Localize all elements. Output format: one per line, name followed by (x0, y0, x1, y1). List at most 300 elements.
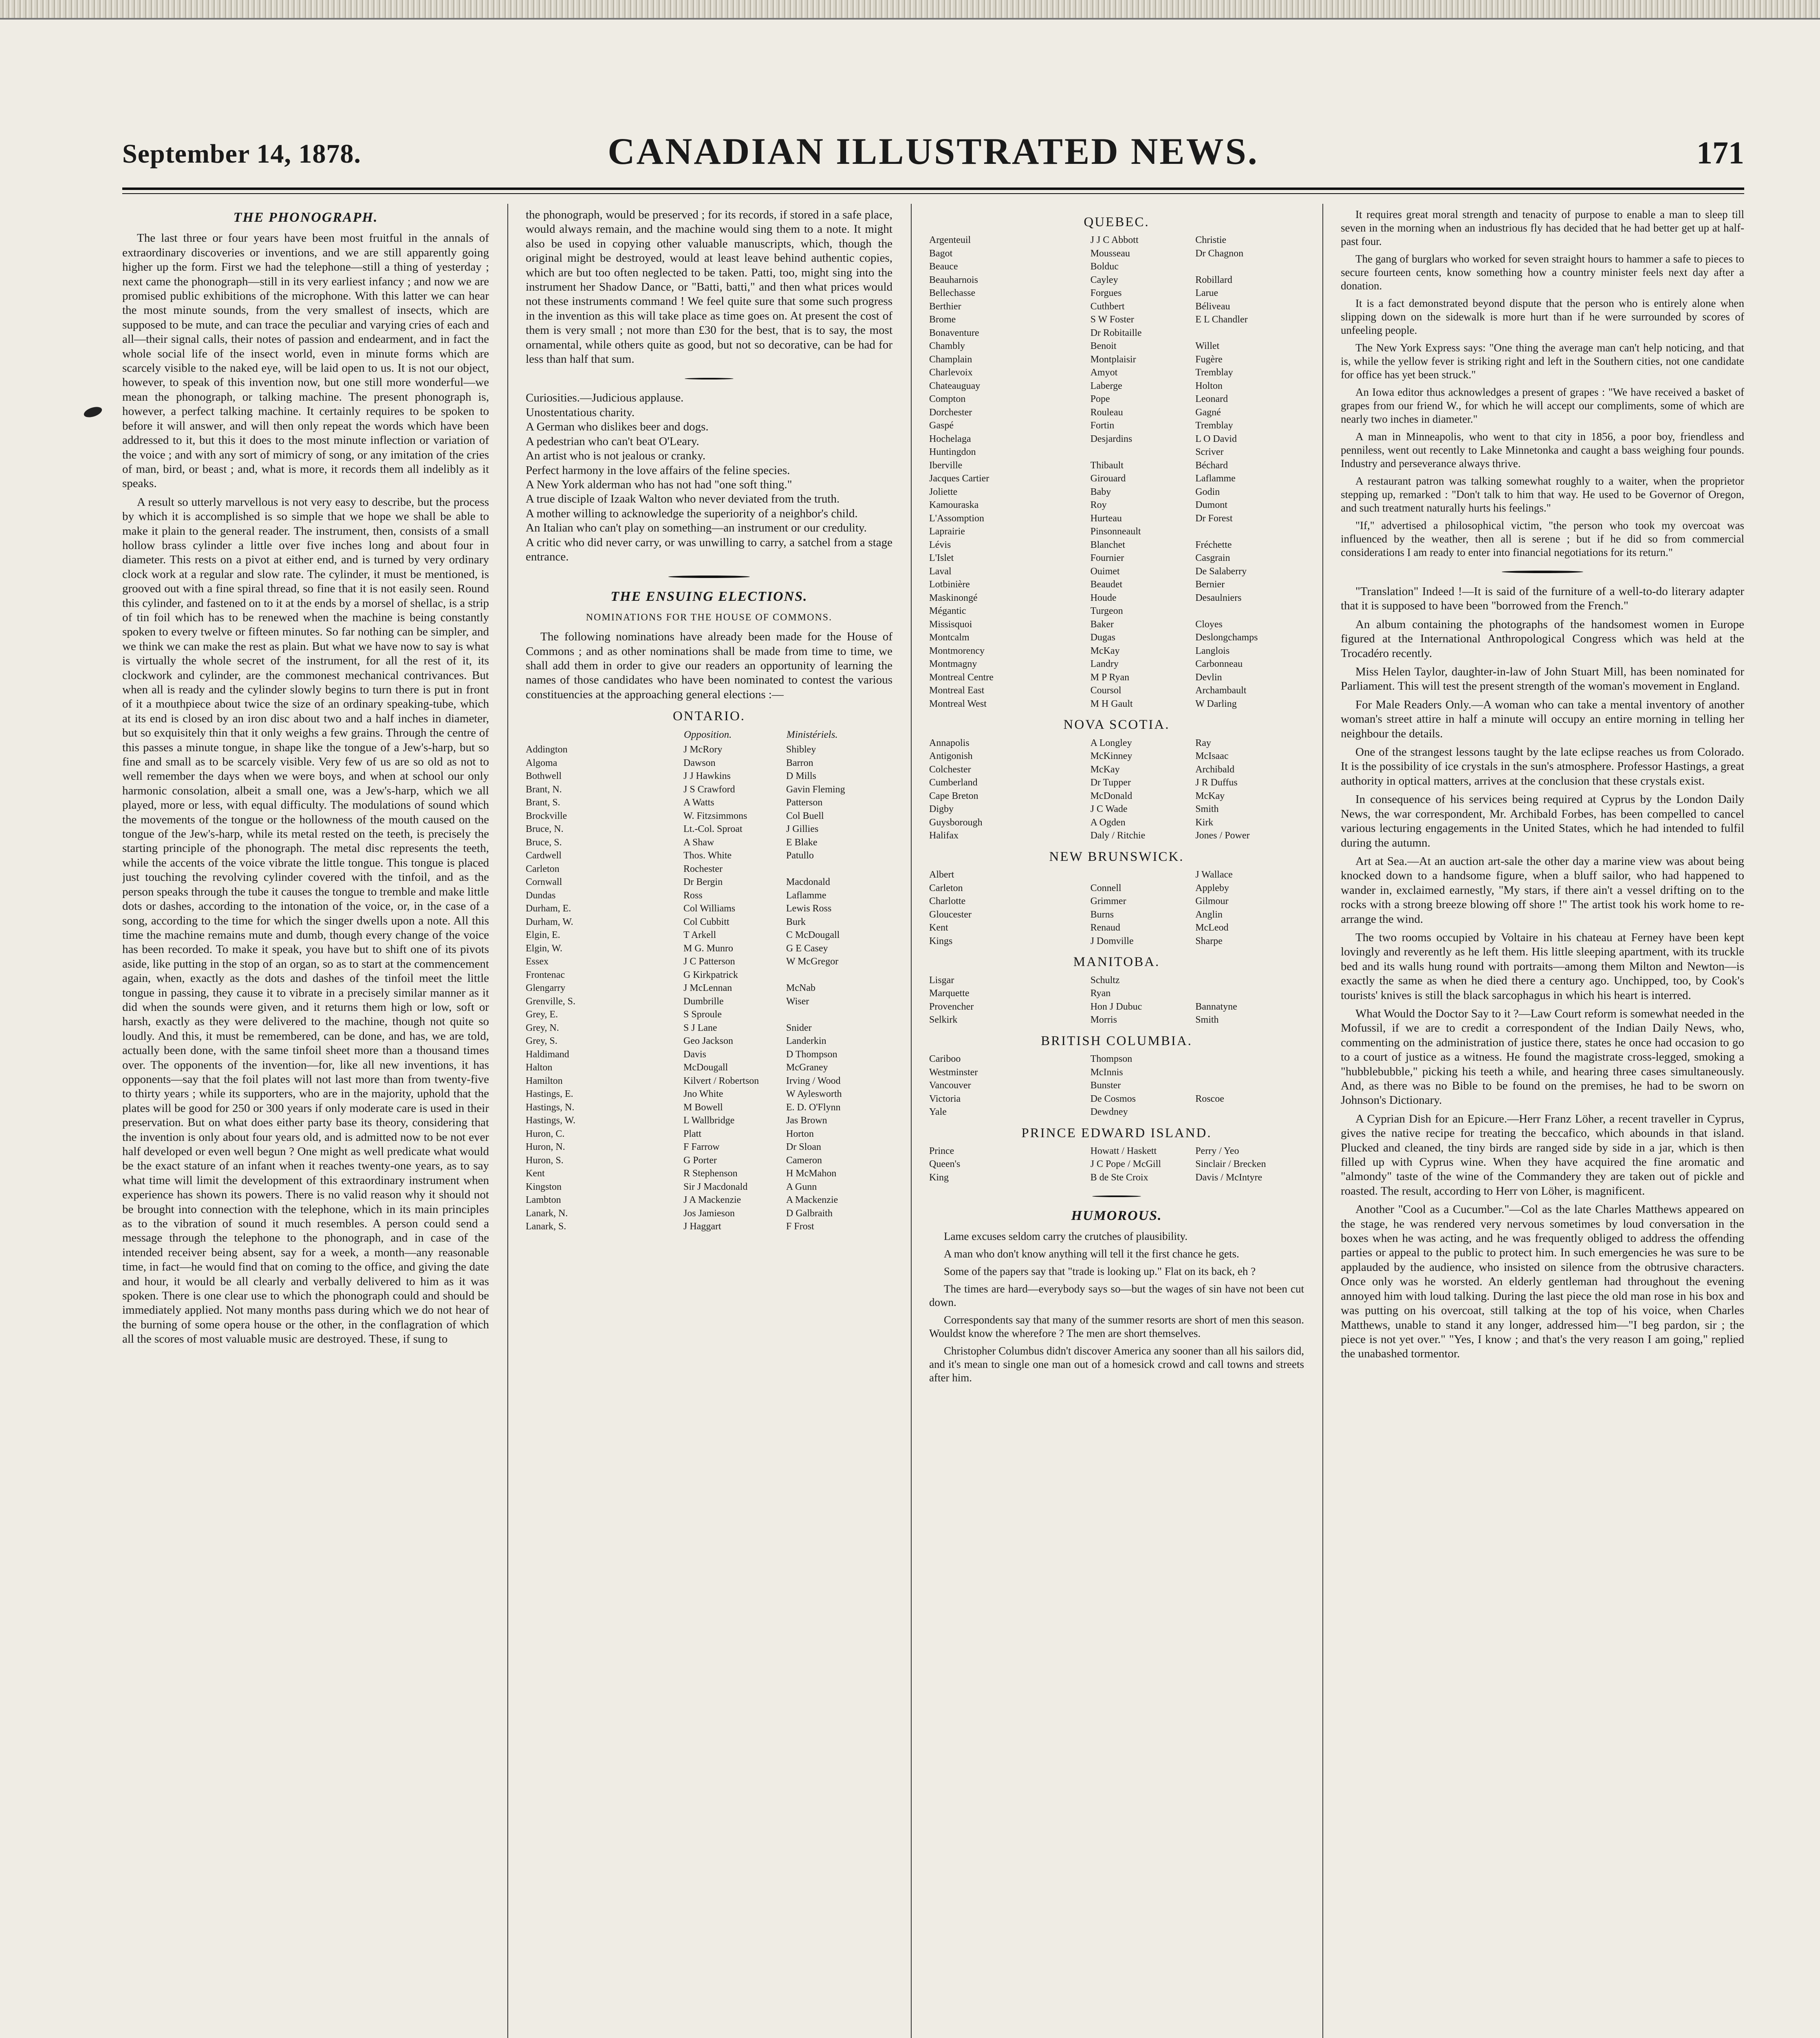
province-heading-ontario: ONTARIO. (672, 709, 746, 724)
curiosity-line: A pedestrian who can't beat O'Leary. (526, 435, 699, 448)
nomination-row (929, 1052, 1304, 1066)
district-cell: Vancouver (929, 1080, 971, 1091)
ministerial-cell: A Gunn (786, 1181, 817, 1192)
page-top-edge-line (0, 18, 1820, 20)
opposition-cell: Mousseau (1090, 248, 1130, 259)
district-cell: Champlain (929, 354, 972, 365)
ministerial-cell (1195, 1105, 1304, 1119)
ministerial-cell: Wiser (786, 996, 809, 1007)
nomination-row (929, 908, 1304, 922)
district-cell: Lanark, S. (526, 1221, 566, 1232)
district-cell: Digby (929, 804, 954, 815)
opposition-cell: McKay (1090, 645, 1120, 656)
district-cell: Haldimand (526, 1049, 569, 1060)
ministerial-cell: Holton (1195, 380, 1223, 391)
nomination-row (929, 472, 1304, 485)
district-cell: Carleton (929, 882, 963, 893)
nomination-row (929, 974, 1304, 987)
ministerial-cell: Casgrain (1195, 553, 1230, 564)
ministerial-cell (1195, 1052, 1304, 1066)
opposition-cell: Lt.-Col. Sproat (683, 824, 743, 835)
district-cell: Grey, S. (526, 1036, 557, 1047)
opposition-cell: Rochester (683, 863, 723, 874)
column-2 (526, 208, 892, 2038)
ministerial-cell: J Wallace (1195, 869, 1233, 880)
opposition-cell: Girouard (1090, 473, 1126, 484)
column-separator (507, 204, 508, 2038)
ministerial-cell: Fugère (1195, 354, 1223, 365)
district-cell: Montreal West (929, 698, 987, 709)
district-cell: Colchester (929, 764, 971, 775)
opposition-cell: G Kirkpatrick (683, 969, 738, 980)
district-cell: Provencher (929, 1001, 974, 1012)
opposition-cell: Fortin (1090, 420, 1115, 431)
news-item: A Cyprian Dish for an Epicure.—Herr Franz Löher, a recent traveller in Cyprus, gives the native recipe for treating the beccafico, which abounds in that island. Plucked and cleaned, the tiny birds are ranged side by side in a jar, which is then filled up with Cyprus wine. When they have acquired the fine aromatic and "almondy" taste of the wine of the Commandery they are taken out of pickle and roasted. The result, according to Herr von Löher, is magnificent. (1341, 1112, 1744, 1198)
district-cell: Missisquoi (929, 619, 972, 630)
section-divider (685, 378, 734, 379)
district-cell: Brant, S. (526, 797, 560, 808)
nomination-row (929, 591, 1304, 605)
ministerial-cell: Carbonneau (1195, 659, 1243, 670)
ministerial-cell (1195, 974, 1304, 987)
ministerial-cell: Dr Sloan (786, 1142, 821, 1153)
opposition-cell: A Watts (683, 797, 714, 808)
nomination-row (929, 1013, 1304, 1027)
ministerial-cell (786, 968, 892, 982)
nomination-row (526, 915, 892, 929)
district-cell: Huntingdon (929, 447, 976, 458)
nomination-row (929, 538, 1304, 552)
issue-date: September 14, 1878. (122, 139, 361, 169)
opposition-cell: R Stephenson (683, 1168, 738, 1179)
ministerial-cell: Deslongchamps (1195, 632, 1258, 643)
opposition-cell: G Porter (683, 1155, 717, 1166)
district-cell: L'Islet (929, 553, 954, 564)
district-cell: Kings (929, 935, 953, 946)
nomination-row (929, 300, 1304, 313)
nomination-row (526, 889, 892, 902)
humorous-heading: HUMOROUS. (1071, 1208, 1162, 1224)
district-cell: Brant, N. (526, 784, 562, 795)
col-district (526, 728, 683, 743)
ministerial-cell: Laflamme (1195, 473, 1236, 484)
ministerial-cell: Irving / Wood (786, 1075, 841, 1086)
ink-mark (83, 405, 104, 419)
curiosity-line: Unostentatious charity. (526, 406, 635, 419)
opposition-cell: McKay (1090, 764, 1120, 775)
opposition-cell: Sir J Macdonald (683, 1181, 748, 1192)
nomination-row (526, 1114, 892, 1127)
nomination-row (929, 432, 1304, 446)
opposition-cell: J McLennan (683, 983, 732, 994)
news-item: In consequence of his services being required at Cyprus by the London Daily News, the war correspondent, Mr. Archibald Forbes, has been compelled to cancel various lecturing engagements in the United States, which he had intended to fulfil during the autumn. (1341, 793, 1744, 849)
curiosity-line: A true disciple of Izaak Walton who never deviated from the truth. (526, 492, 840, 506)
district-cell: Bagot (929, 248, 953, 259)
opposition-cell: Turgeon (1090, 606, 1123, 617)
district-cell: Yale (929, 1107, 947, 1118)
nomination-row (526, 1154, 892, 1167)
nomination-row (526, 823, 892, 836)
section-divider (1092, 1195, 1141, 1197)
news-item: One of the strangest lessons taught by the late eclipse reaches us from Colorado. It is the possibility of ice crystals in the sun's atmosphere. Professor Hastings, a great authority in optical matters, arrives at the conclusion that these crystals exist. (1341, 746, 1744, 787)
curiosity-line: A New York alderman who has not had "one soft thing." (526, 478, 792, 491)
opposition-cell: S J Lane (683, 1022, 717, 1033)
ministerial-cell: Barron (786, 757, 813, 768)
district-cell: Montmorency (929, 645, 985, 656)
nomination-row (929, 921, 1304, 935)
nominations-table-pei (929, 1145, 1304, 1184)
news-item: Miss Helen Taylor, daughter-in-law of John Stuart Mill, has been nominated for Parliament. This will test the present strength of the woman's movement in England. (1341, 665, 1744, 693)
opposition-cell: J C Wade (1090, 804, 1128, 815)
nomination-row (929, 816, 1304, 829)
nomination-row (929, 446, 1304, 459)
district-cell: Iberville (929, 460, 963, 471)
elections-intro: The following nominations have already been made for the House of Commons ; and as other nominations shall be made from time to time, we shall add them in order to give our readers an opportunity of learning the names of those candidates who have been nominated to contest the various constituencies at the approaching general elections :— (526, 630, 892, 701)
province-heading-quebec: QUEBEC. (1084, 215, 1150, 229)
news-item: "If," advertised a philosophical victim, "the person who took my overcoat was influenced by the weather, then all is serene ; but if he did so from commercial considerations I am ready to enter into financial negotiations for its return." (1341, 519, 1744, 558)
nomination-row (929, 750, 1304, 763)
district-cell: Bruce, S. (526, 837, 562, 848)
ministerial-cell: Davis / McIntyre (1195, 1172, 1263, 1183)
elections-subheading: NOMINATIONS FOR THE HOUSE OF COMMONS. (586, 612, 833, 623)
nomination-row (929, 326, 1304, 340)
district-cell: Kent (526, 1168, 545, 1179)
ministerial-cell: A Mackenzie (786, 1195, 838, 1206)
district-cell: Montmagny (929, 659, 977, 670)
opposition-cell: Morris (1090, 1015, 1117, 1026)
district-cell: Hastings, N. (526, 1102, 575, 1113)
nomination-row (929, 551, 1304, 565)
newspaper-title: CANADIAN ILLUSTRATED NEWS. (608, 130, 1259, 172)
ministerial-cell: Dr Forest (1195, 513, 1233, 524)
district-cell: Carleton (526, 863, 560, 874)
district-cell: Addington (526, 744, 568, 755)
news-item: Art at Sea.—At an auction art-sale the other day a marine view was about being knocked down to a handsome figure, when a bluff sailor, who had happened to wander in, exclaimed earnestly, "My stars, if there ain't a vessel drifting on to the rocks with a strong breeze blowing off shore !" The artist took his work home to re-arrange the wind. (1341, 854, 1744, 926)
opposition-cell: Dewdney (1090, 1107, 1128, 1118)
district-cell: Durham, E. (526, 903, 571, 914)
ministerial-cell: Roscoe (1195, 1093, 1224, 1104)
ministerial-cell: Perry / Yeo (1195, 1145, 1239, 1156)
nomination-row (526, 876, 892, 889)
opposition-cell: Hurteau (1090, 513, 1122, 524)
column-4 (1341, 208, 1744, 2038)
district-cell: Cumberland (929, 777, 978, 788)
district-cell: Albert (929, 869, 954, 880)
nomination-row (929, 604, 1304, 618)
opposition-cell: Dr Tupper (1090, 777, 1131, 788)
ministerial-cell (1195, 604, 1304, 618)
ministerial-cell: Patterson (786, 797, 823, 808)
opposition-cell: Ryan (1090, 988, 1111, 999)
district-cell: Prince (929, 1145, 954, 1156)
ministerial-cell: J R Duffus (1195, 777, 1238, 788)
ministerial-cell: E L Chandler (1195, 314, 1248, 325)
ministerial-cell: Burk (786, 916, 806, 927)
nomination-row (526, 942, 892, 955)
humorous-item: Lame excuses seldom carry the crutches of plausibility. (944, 1230, 1188, 1242)
nomination-row (929, 366, 1304, 379)
nomination-row (929, 803, 1304, 816)
opposition-cell: Landry (1090, 659, 1119, 670)
district-cell: Annapolis (929, 737, 969, 748)
ministerial-cell: Gavin Fleming (786, 784, 845, 795)
district-cell: Algoma (526, 757, 557, 768)
nomination-row (526, 796, 892, 809)
district-cell: Grenville, S. (526, 996, 575, 1007)
district-cell: Compton (929, 394, 966, 405)
district-cell: Lanark, N. (526, 1208, 568, 1219)
district-cell: Jacques Cartier (929, 473, 989, 484)
opposition-cell: Burns (1090, 909, 1114, 920)
ministerial-cell: Bernier (1195, 579, 1225, 590)
nomination-row (929, 379, 1304, 393)
nomination-row (929, 393, 1304, 406)
nomination-row (929, 737, 1304, 750)
ministerial-cell: D Mills (786, 771, 817, 782)
ministerial-cell: Laflamme (786, 890, 826, 901)
nomination-row (929, 1105, 1304, 1119)
opposition-cell: J C Patterson (683, 956, 735, 967)
opposition-cell: J S Crawford (683, 784, 735, 795)
opposition-cell: M P Ryan (1090, 672, 1130, 683)
nomination-row (929, 763, 1304, 776)
district-cell: Marquette (929, 988, 969, 999)
nomination-row (929, 684, 1304, 697)
opposition-cell: Ouimet (1090, 566, 1120, 577)
opposition-cell: J J Hawkins (683, 771, 731, 782)
page-top-edge (0, 0, 1820, 18)
nomination-row (929, 512, 1304, 525)
opposition-cell: Pope (1090, 394, 1110, 405)
opposition-cell: McDonald (1090, 790, 1133, 801)
ministerial-cell: Horton (786, 1128, 814, 1139)
column-4-top-items (1341, 208, 1744, 559)
ministerial-cell: Jas Brown (786, 1115, 827, 1126)
nomination-row (526, 743, 892, 757)
opposition-cell: B de Ste Croix (1090, 1172, 1148, 1183)
nominations-table-quebec (929, 234, 1304, 710)
district-cell: Selkirk (929, 1015, 958, 1026)
nomination-row (526, 1061, 892, 1074)
nomination-row (526, 929, 892, 942)
district-cell: Beauharnois (929, 274, 978, 285)
district-cell: Hamilton (526, 1075, 563, 1086)
nominations-table-british-columbia (929, 1052, 1304, 1119)
page-number: 171 (1697, 135, 1744, 170)
nomination-row (526, 862, 892, 876)
opposition-cell: Thos. White (683, 850, 732, 861)
masthead (122, 122, 1744, 179)
opposition-cell: J Domville (1090, 935, 1134, 946)
nomination-row (526, 1087, 892, 1101)
opposition-cell: Benoit (1090, 341, 1117, 352)
ministerial-cell: Robillard (1195, 274, 1232, 285)
opposition-cell: Rouleau (1090, 407, 1123, 418)
news-item: For Male Readers Only.—A woman who can take a mental inventory of another woman's street attire in half a minute will occupy an entire morning in telling her neighbour the details. (1341, 698, 1744, 740)
opposition-cell: L Wallbridge (683, 1115, 735, 1126)
opposition-cell (1091, 868, 1196, 882)
district-cell: Lévis (929, 539, 951, 550)
ministerial-cell: Scriver (1195, 447, 1224, 458)
ministerial-cell: Smith (1195, 804, 1219, 815)
column-4-bottom-items (1341, 584, 1744, 1361)
column-separator (1322, 204, 1323, 2038)
nomination-row (526, 1008, 892, 1021)
ministerial-cell: Godin (1195, 486, 1220, 497)
district-cell: Brome (929, 314, 956, 325)
opposition-cell: Desjardins (1090, 433, 1133, 444)
opposition-cell: Jos Jamieson (683, 1208, 735, 1219)
district-cell: Frontenac (526, 969, 565, 980)
ministerial-cell: C McDougall (786, 930, 840, 941)
ministerial-cell: McNab (786, 983, 815, 994)
opposition-cell: Dr Robitaille (1090, 327, 1142, 338)
ministerial-cell: W Darling (1195, 698, 1237, 709)
ministerial-cell: Langlois (1195, 645, 1230, 656)
nomination-row (929, 868, 1304, 882)
district-cell: L'Assomption (929, 513, 984, 524)
curiosity-line: An Italian who can't play on something—an instrument or our credulity. (526, 521, 867, 535)
nomination-row (526, 1101, 892, 1114)
opposition-cell: Davis (683, 1049, 706, 1060)
nomination-row (929, 273, 1304, 287)
district-cell: Argenteuil (929, 235, 971, 246)
elections-heading: THE ENSUING ELECTIONS. (610, 589, 808, 604)
curiosity-line: Perfect harmony in the love affairs of the feline species. (526, 463, 790, 477)
district-cell: Elgin, W. (526, 943, 563, 954)
nomination-row (526, 968, 892, 982)
article-paragraph: A result so utterly marvellous is not very easy to describe, but the process by which it is accomplished is so simple that we hope we shall be able to make it plain to the general reader. The instrument, then, consists of a small hollow brass cylinder a little over five inches long and about four in diameter. This rests on a pivot at either end, and is turned by very ordinary clock work at a regular and slow rate. The cylinder, it must be mentioned, is grooved out with a fine spiral thread, so fine that it is not easily seen. Round this cylinder, and fastened on to it at the ends by a morsel of shellac, is a strip of tin foil which has to be renewed when the machine is being constantly spoken to every twelve or fifteen minutes. So far nothing can be simpler, and we think we can make the rest as plain. But what we have now to say is what is virtually the whole secret of the instrument, for all the rest of it, its clockwork and cylinder, are the commonest mechanical contrivances. But when all is ready and the cylinder slowly begins to turn there is put in front of it a mouthpiece about twice the size of an ordinary speaking-tube, which at its end is closed by an iron disc about two and a half inches in diameter, but so exquisitely thin that it only weighs a few grains. Through the centre of this passes a minute tongue, in shape like the tongue of a Jew's-harp, but so fine and small as to be scarcely visible. Very few of us are so old as not to well remember the days when we were boys, and when at school our only harmonic consolation, albeit a small one, was a Jew's-harp, which we all played, more or less, with equal difficulty. The modulations of sound which the movements of the tongue or the hollowness of the mouth caused on the tongue of the Jew's-harp, while its metal rested on the teeth, is precisely the starting principle of the phonograph. The metal disc represents the teeth, while the accents of the voice vibrate the little tongue. This tongue is placed just touching the revolving cylinder covered with the tinfoil, and as the person speaks through the tube it causes the tongue to tremble and make little dots or dashes, according to the intonation of the voice, or, in the case of a song, according to the time for which the singer dwells upon a note. All this time the machine remains mute and dumb, though every change of the voice has been recorded. To make it speak, you have but to shift one of its pivots aside, like putting in the stop of an organ, so as to start at the commencement again, when, exactly as the dots and dashes of the tinfoil meet the little tongue in passing, they cause it to vibrate in a precisely similar manner as it did when the sounds were given, and it returns them high or low, soft or harsh, exactly as they were delivered to the machine, though not quite so loudly. And this, it must be remembered, can be done, and has, we are told, actually been done, with the same tinfoil sheet more than a thousand times over. The opponents of the invention—for, like all new inventions, it has opponents—say that the foil plates will not last more than from twenty-five to thirty years ; while its supporters, who are in the majority, uphold that the plates will be good for 250 or 300 years if only moderate care is used in their preservation. But on what does either party base its theory, considering that the invention is only about four years old, and is admitted now to be not ever half developed or even well begun ? One might as well predicate what would be the exact stature of an infant when it reaches twenty-one years, as to say what time will limit the development of this extraordinary instrument when experience has shown its powers. There is no valid reason why it should not be brought into connection with the telephone, which in its main principles as to the vibration of sound it much resembles. A person could send a message through the telephone to the phonograph, and in case of the intended receiver being absent, say for a week, a month—any reasonable time, in fact—he would find that on coming to the office, and giving the date and hour, it would be all clearly and verbally delivered to him as it was spoken. There is one clear use to which the phonograph could and should be immediately applied. Not many months pass during which we do not hear of the burning of some opera house or the other, in the conflagration of which all the scores of most valuable music are destroyed. These, if sung to (122, 495, 489, 1346)
district-cell: Hochelaga (929, 433, 971, 444)
nomination-row (929, 1079, 1304, 1092)
opposition-cell: T Arkell (683, 930, 716, 941)
district-cell: Charlotte (929, 896, 966, 907)
nomination-row (526, 1207, 892, 1220)
opposition-cell: Dugas (1090, 632, 1115, 643)
nomination-row (929, 935, 1304, 948)
opposition-cell: J C Pope / McGill (1090, 1159, 1161, 1170)
nomination-row (929, 618, 1304, 631)
column-3 (929, 208, 1304, 2038)
province-heading-pei: PRINCE EDWARD ISLAND. (1021, 1125, 1212, 1140)
opposition-cell: A Ogden (1090, 817, 1126, 828)
ministerial-cell: J Gillies (786, 824, 819, 835)
opposition-cell: Platt (683, 1128, 702, 1139)
news-item: The New York Express says: "One thing the average man can't help noticing, and that is, while the yellow fever is striking right and left in the Southern cities, not one candidate for office has yet been struck." (1341, 342, 1744, 381)
district-cell: Joliette (929, 486, 958, 497)
ministerial-cell (786, 1008, 892, 1021)
opposition-cell: Coursol (1090, 685, 1122, 696)
opposition-cell: Howatt / Haskett (1090, 1145, 1157, 1156)
district-cell: Montcalm (929, 632, 969, 643)
nomination-row (526, 1048, 892, 1061)
opposition-cell: De Cosmos (1090, 1093, 1136, 1104)
nomination-row (929, 671, 1304, 684)
nomination-row (526, 757, 892, 770)
opposition-cell: Daly / Ritchie (1090, 830, 1146, 841)
col-ministerials: Ministériels. (787, 729, 838, 740)
ministerial-cell: F Frost (786, 1221, 814, 1232)
masthead-rule (122, 187, 1744, 190)
province-heading-nova-scotia: NOVA SCOTIA. (1063, 717, 1170, 732)
nomination-row (929, 247, 1304, 260)
nomination-row (929, 657, 1304, 671)
opposition-cell: Houde (1090, 592, 1117, 603)
section-divider (668, 576, 750, 578)
district-cell: Lisgar (929, 975, 954, 986)
nomination-row (526, 809, 892, 823)
district-cell: Brockville (526, 810, 567, 821)
district-cell: Montreal East (929, 685, 985, 696)
opposition-cell: Thibault (1090, 460, 1124, 471)
curiosity-line: An artist who is not jealous or cranky. (526, 449, 706, 463)
humorous-item: Some of the papers say that "trade is looking up." Flat on its back, eh ? (944, 1265, 1256, 1277)
ministerial-cell: Fréchette (1195, 539, 1232, 550)
nomination-row (929, 895, 1304, 908)
opposition-cell: Fournier (1090, 553, 1124, 564)
ministerial-cell (1195, 1079, 1304, 1092)
nomination-row (526, 902, 892, 915)
curiosities-list (526, 391, 892, 564)
opposition-cell: Laberge (1090, 380, 1122, 391)
ministerial-cell (1195, 1066, 1304, 1079)
nomination-row (526, 1034, 892, 1048)
opposition-cell: Col Cubbitt (683, 916, 729, 927)
opposition-cell: Cayley (1090, 274, 1118, 285)
nomination-row (929, 829, 1304, 843)
ministerial-cell: Desaulniers (1195, 592, 1242, 603)
opposition-cell: Hon J Dubuc (1090, 1001, 1142, 1012)
ministerial-cell: Cameron (786, 1155, 822, 1166)
ministerial-cell: Tremblay (1195, 420, 1233, 431)
opposition-cell: Kilvert / Robertson (683, 1075, 759, 1086)
opposition-cell: Amyot (1090, 367, 1118, 378)
nominations-table-ontario (526, 728, 892, 1233)
ministerial-cell: McKay (1195, 790, 1225, 801)
opposition-cell: McInnis (1090, 1067, 1123, 1078)
opposition-cell: Pinsonneault (1090, 526, 1141, 537)
ministerial-cell (1195, 326, 1304, 340)
district-cell: Antigonish (929, 751, 973, 762)
nominations-table-nova-scotia (929, 737, 1304, 843)
district-cell: Guysborough (929, 817, 983, 828)
opposition-cell: Roy (1090, 500, 1107, 511)
news-item: It requires great moral strength and tenacity of purpose to enable a man to sleep till seven in the morning when an industrious fly has decided that he had better get up at half-past four. (1341, 208, 1744, 247)
ministerial-cell: W McGregor (786, 956, 839, 967)
district-cell: Glengarry (526, 983, 566, 994)
opposition-cell: Thompson (1090, 1054, 1133, 1065)
ministerial-cell: E. D. O'Flynn (786, 1102, 841, 1113)
district-cell: Hastings, W. (526, 1115, 576, 1126)
article-heading-phonograph: THE PHONOGRAPH. (233, 210, 378, 225)
ministerial-cell: E Blake (786, 837, 817, 848)
nomination-row (929, 1000, 1304, 1014)
ministerial-cell: Lewis Ross (786, 903, 832, 914)
district-cell: Kamouraska (929, 500, 979, 511)
ministerial-cell: Cloyes (1195, 619, 1223, 630)
nomination-row (929, 525, 1304, 538)
nomination-row (526, 1140, 892, 1154)
district-cell: Cornwall (526, 877, 562, 888)
nomination-row (929, 697, 1304, 711)
opposition-cell: Connell (1090, 882, 1122, 893)
news-item: What Would the Doctor Say to it ?—Law Court reform is somewhat needed in the Mofussil, if we are to credit a correspondent of the Indian Daily News, who, commenting on the administration of justice there, states he once had occasion to go to a court of justice as a witness. He found the magistrate cross-legged, smoking a "hubblebubble," picking his teeth a while, and hearing three cases simultaneously. And, as there was no Bible to be found on the premises, he had to be sworn on Johnson's Dictionary. (1341, 1007, 1744, 1107)
nomination-row (929, 631, 1304, 644)
district-cell: Lambton (526, 1195, 561, 1206)
humorous-item: The times are hard—everybody says so—but the wages of sin have not been cut down. (929, 1282, 1304, 1308)
opposition-cell: Dumbrille (683, 996, 724, 1007)
ministerial-cell: Leonard (1195, 394, 1228, 405)
